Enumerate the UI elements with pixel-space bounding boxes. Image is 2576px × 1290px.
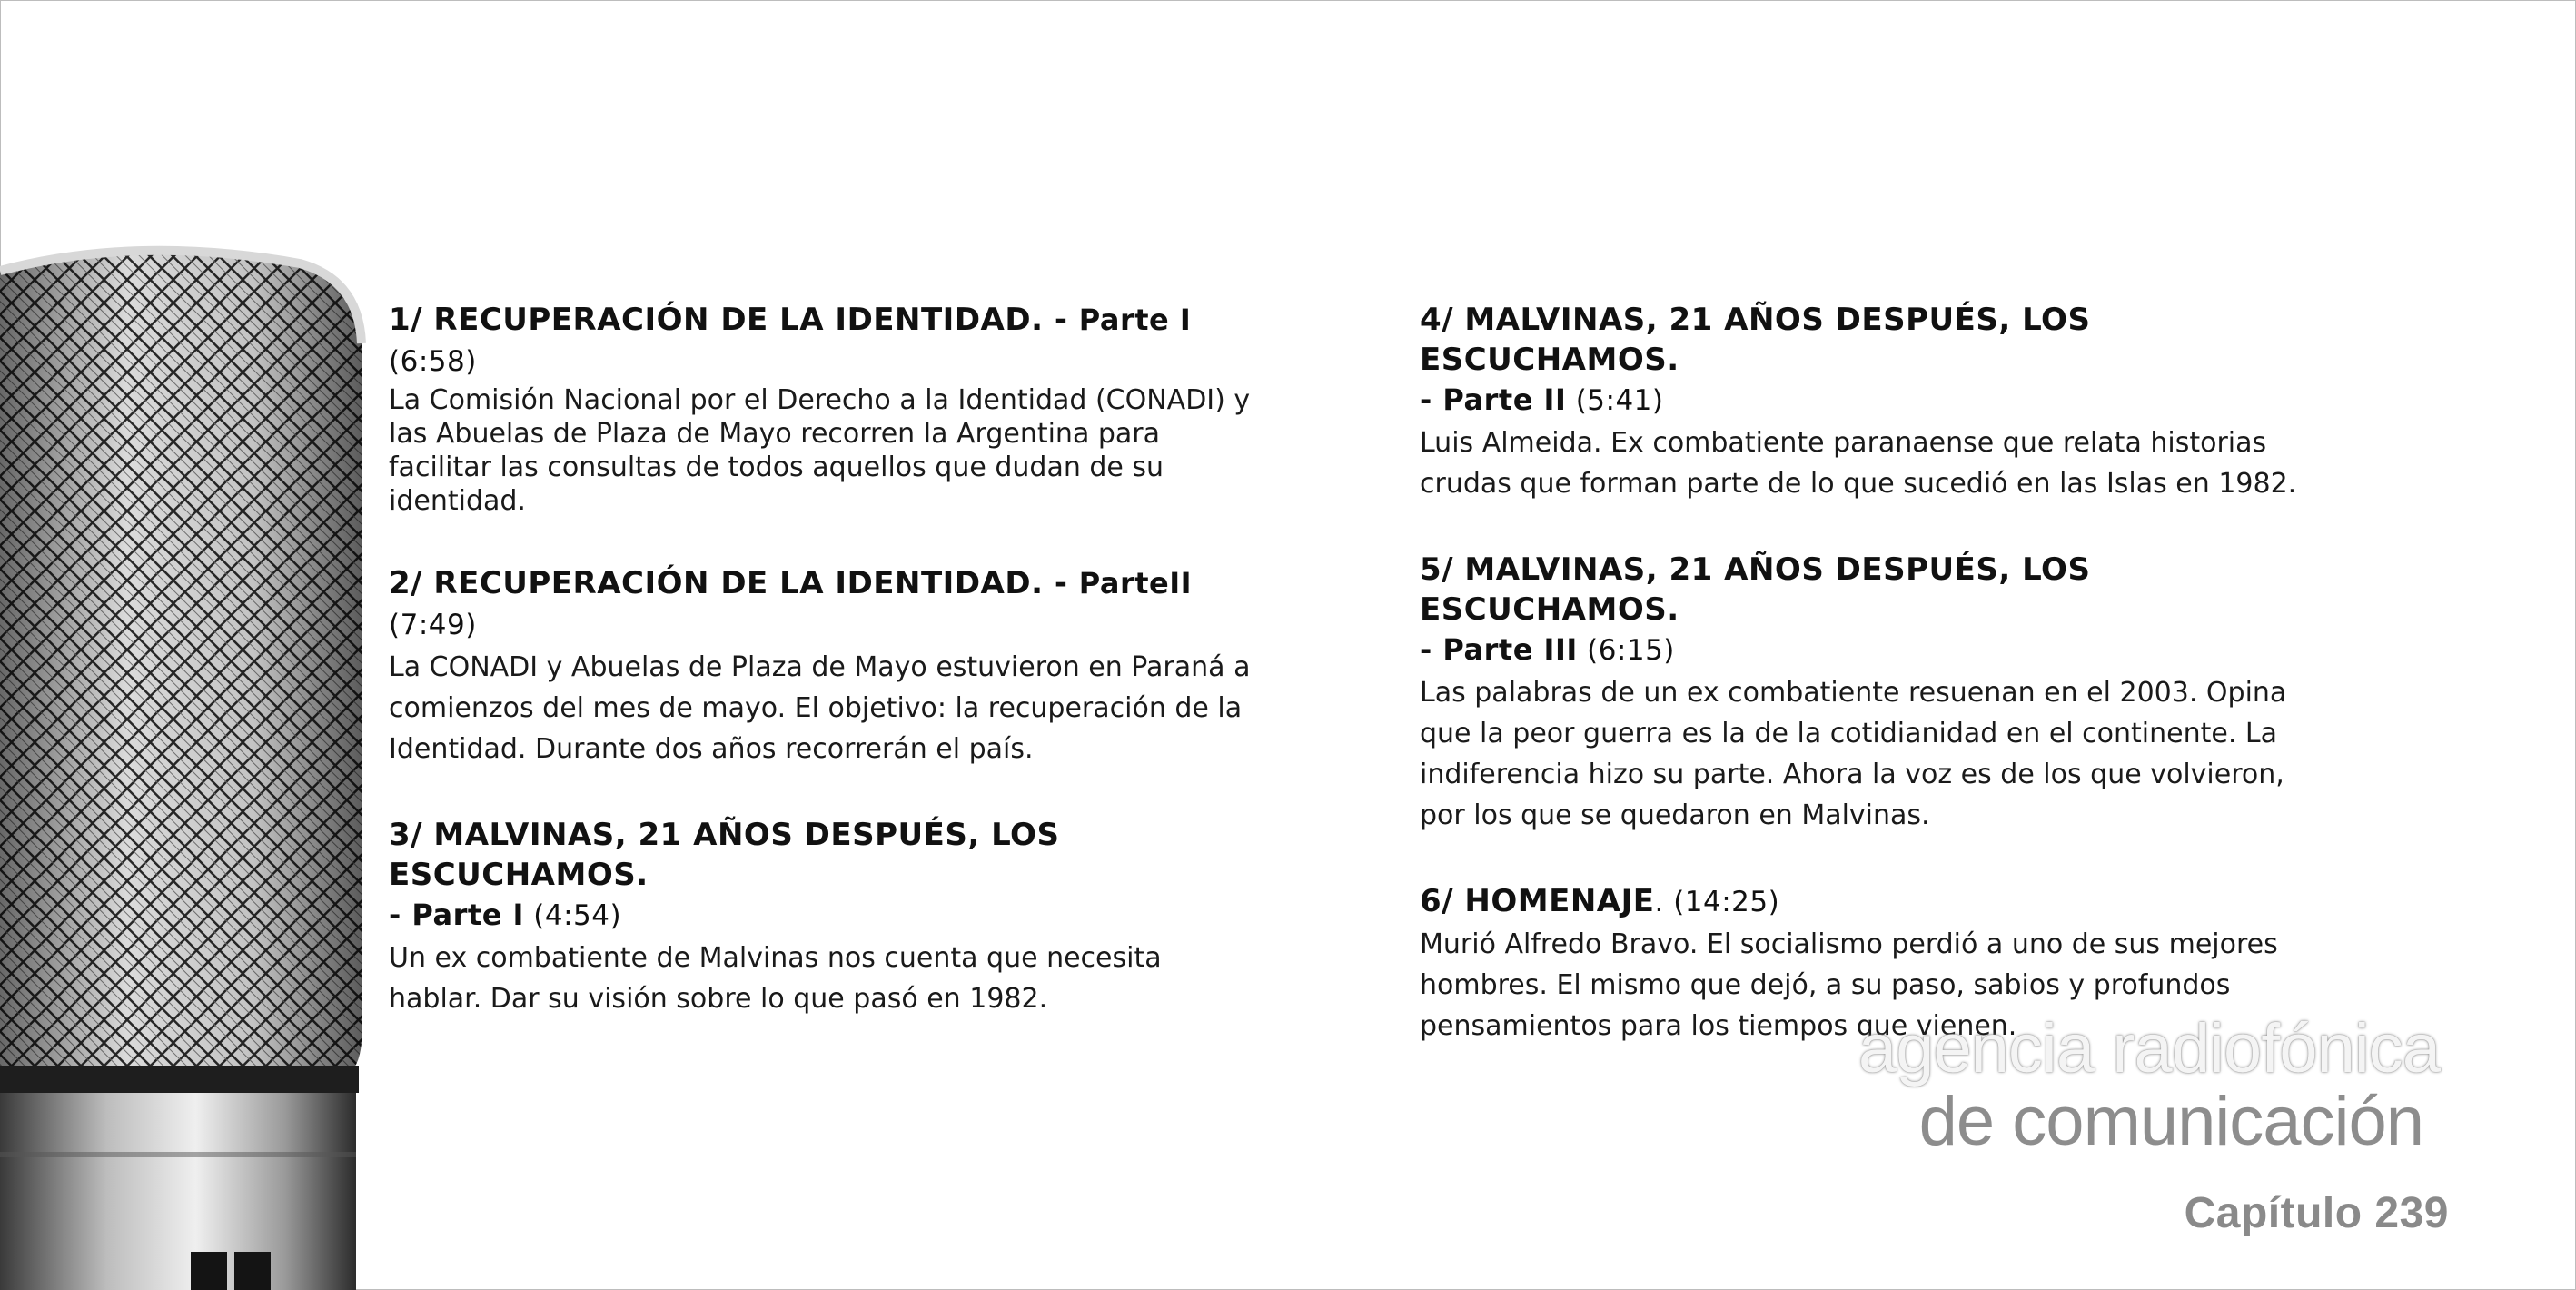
track-heading [389, 815, 1261, 936]
track-heading [1420, 300, 2328, 421]
track-1 [389, 300, 1261, 518]
microphone-image [0, 243, 374, 1290]
agency-logo [1858, 1010, 2440, 1160]
track-duration: (6:58) [389, 345, 477, 378]
track-description: La CONADI y Abuelas de Plaza de Mayo estuvieron en Paraná a comienzos del mes de mayo. El objetivo: la recuperación de la Identidad. Durante dos años recorrerán el país. [389, 651, 1251, 765]
track-title: 6/ HOMENAJE [1420, 883, 1655, 919]
track-column-right [1420, 300, 2328, 1092]
track-title: 2/ RECUPERACIÓN DE LA IDENTIDAD. - [389, 565, 1079, 601]
track-description: Luis Almeida. Ex combatiente paranaense que relata historias crudas que forman parte de lo que sucedió en las Islas en 1982. [1420, 427, 2297, 500]
logo-line-1: agencia radiofónica [1858, 1010, 2440, 1087]
track-part: . [1654, 886, 1664, 918]
track-part: Parte I [1078, 303, 1192, 337]
track-title: 5/ MALVINAS, 21 AÑOS DESPUÉS, LOS ESCUCHAMOS. [1420, 551, 2091, 628]
track-column-left [389, 300, 1261, 1065]
track-description: La Comisión Nacional por el Derecho a la Identidad (CONADI) y las Abuelas de Plaza de Mayo recorren la Argentina para facilitar las consultas de todos aquellos que dudan de su identidad. [389, 384, 1251, 517]
track-5 [1420, 550, 2328, 836]
track-description: Murió Alfredo Bravo. El socialismo perdió a uno de sus mejores hombres. El mismo que dejó, a su paso, sabios y profundos pensamientos para los tiempos que vienen. [1420, 928, 2278, 1042]
track-heading [1420, 550, 2328, 670]
chapter-number: Capítulo 239 [2184, 1189, 2449, 1237]
track-duration: (6:15) [1577, 634, 1675, 667]
track-part: ParteII [1078, 566, 1193, 600]
track-title: 4/ MALVINAS, 21 AÑOS DESPUÉS, LOS ESCUCHAMOS. [1420, 302, 2091, 378]
track-duration: (4:54) [523, 899, 622, 932]
track-duration: (5:41) [1566, 384, 1664, 417]
logo-line-2: de comunicación [1918, 1083, 2423, 1160]
track-duration: (14:25) [1663, 886, 1780, 918]
track-2 [389, 563, 1261, 769]
track-part: - Parte III [1420, 632, 1578, 667]
track-heading [1420, 881, 2328, 922]
track-part: - Parte II [1420, 382, 1567, 417]
track-4 [1420, 300, 2328, 504]
track-heading [389, 300, 1261, 382]
track-title: 3/ MALVINAS, 21 AÑOS DESPUÉS, LOS ESCUCHAMOS. [389, 817, 1060, 893]
track-title: 1/ RECUPERACIÓN DE LA IDENTIDAD. - [389, 302, 1079, 338]
track-description: Las palabras de un ex combatiente resuenan en el 2003. Opina que la peor guerra es la de la cotidianidad en el continente. La indiferencia hizo su parte. Ahora la voz es de los que volvieron, por los que se quedaron en Malvinas. [1420, 677, 2287, 831]
track-duration: (7:49) [389, 609, 477, 641]
track-heading [389, 563, 1261, 645]
track-3 [389, 815, 1261, 1019]
track-description: Un ex combatiente de Malvinas nos cuenta que necesita hablar. Dar su visión sobre lo que pasó en 1982. [389, 942, 1162, 1015]
track-part: - Parte I [389, 898, 524, 932]
